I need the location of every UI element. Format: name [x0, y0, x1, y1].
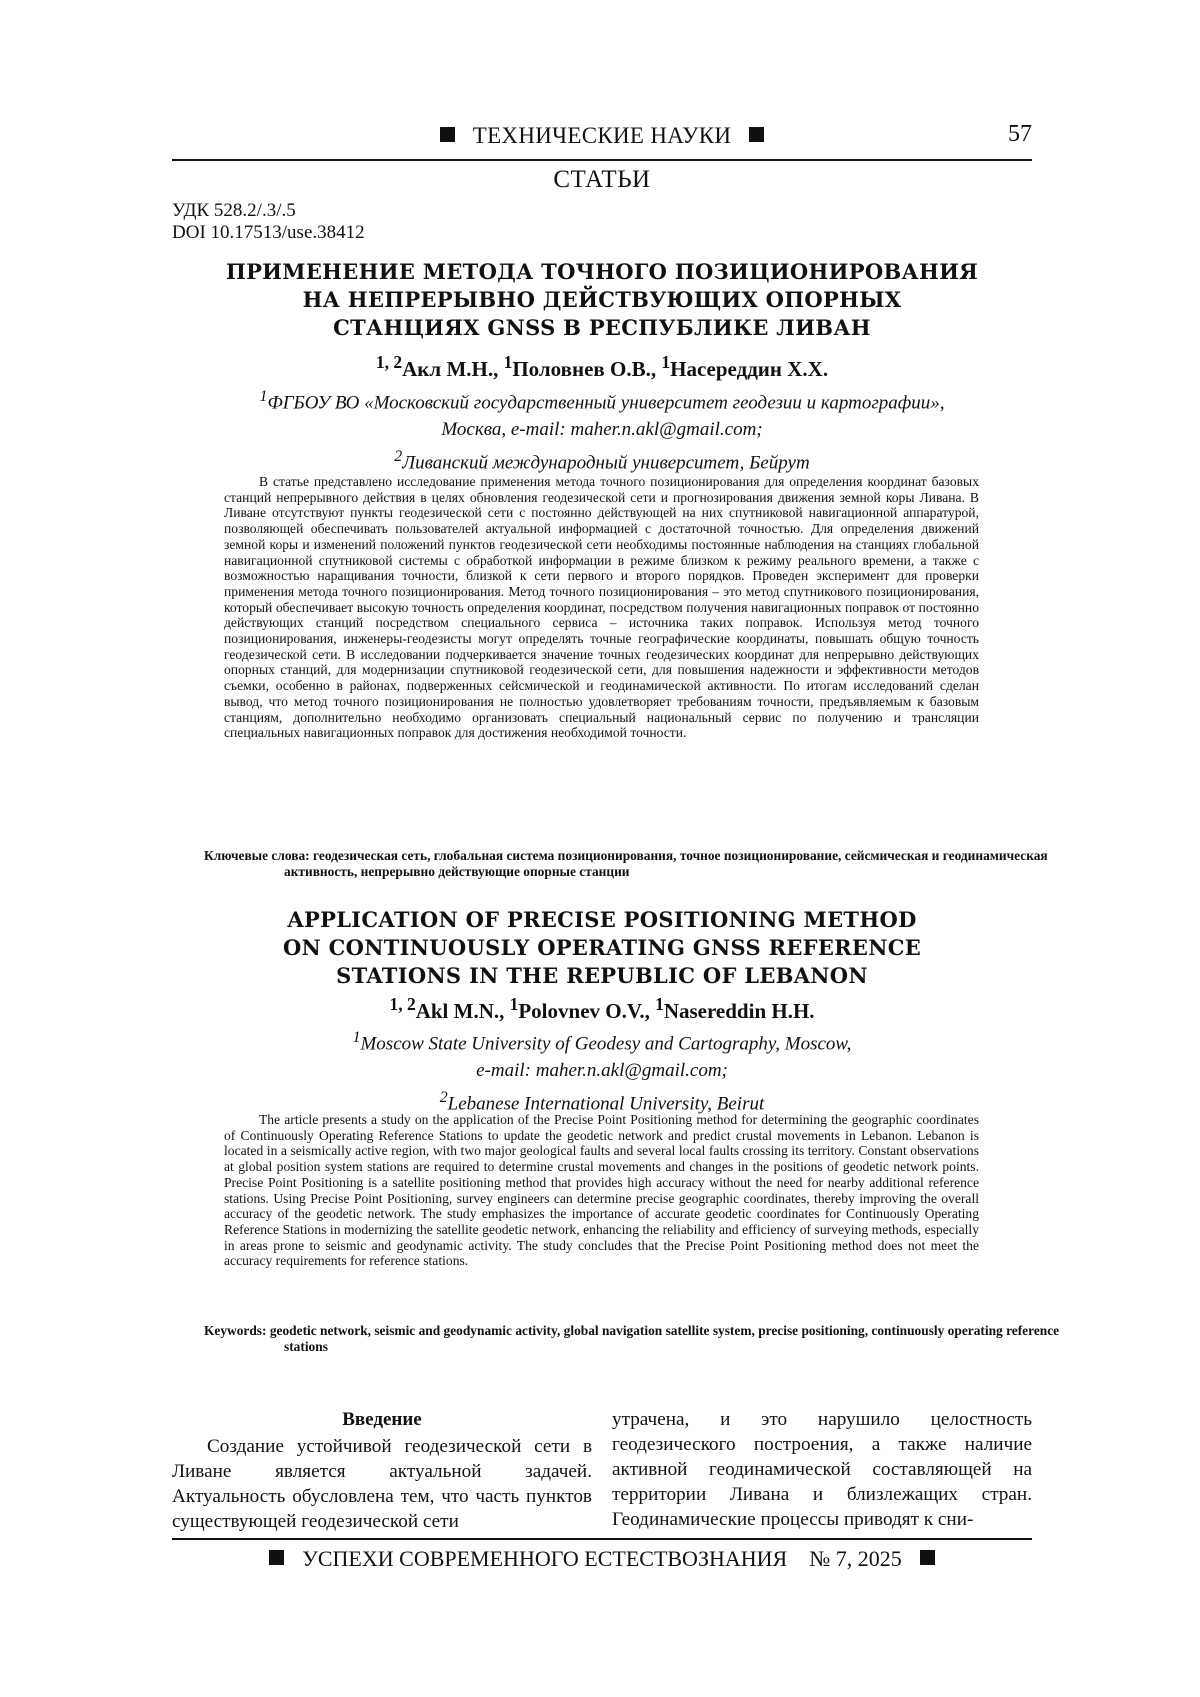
author-sup: 1, 2 [376, 352, 402, 372]
running-footer [172, 1538, 1032, 1572]
ru-keywords [204, 848, 1094, 880]
author-name: Половнев О.В., [512, 357, 656, 381]
running-header [172, 119, 1032, 161]
en-title-line: APPLICATION OF PRECISE POSITIONING METHOD [172, 906, 1032, 934]
black-square-icon [920, 1550, 935, 1565]
author-sup: 1 [655, 994, 664, 1014]
black-square-icon [749, 127, 764, 142]
journal-page [0, 0, 1200, 1697]
keywords-label: Ключевые слова: [204, 848, 310, 863]
affil-sup: 1 [260, 388, 268, 405]
affil-line: Moscow State University of Geodesy and Cartography, Moscow, [360, 1033, 851, 1054]
footer-journal: УСПЕХИ СОВРЕМЕННОГО ЕСТЕСТВОЗНАНИЯ [302, 1546, 787, 1571]
ru-title-line: ПРИМЕНЕНИЕ МЕТОДА ТОЧНОГО ПОЗИЦИОНИРОВАНИЯ [172, 258, 1032, 286]
author-sup: 1 [510, 994, 519, 1014]
intro-text-right: утрачена, и это нарушило целостность геодезического построения, а также наличие активной геодинамической составляющей на территории Ливана и близлежащих стран. Геодинамические процессы приводят к сни- [612, 1407, 1032, 1532]
author-name: Nasereddin H.H. [664, 999, 815, 1023]
doi: DOI 10.17513/use.38412 [172, 222, 365, 244]
affil-line: Lebanese International University, Beirut [448, 1094, 765, 1115]
affil-line: ФГБОУ ВО «Московский государственный университет геодезии и картографии», [267, 392, 944, 413]
en-authors [172, 994, 1032, 1024]
en-title [172, 906, 1032, 990]
ru-abstract: В статье представлено исследование применения метода точного позиционирования для определения координат базовых станций непрерывного действия в целях обновления геодезической сети и прогнозирования движения земной коры Ливана. В Ливане отсутствуют пункты геодезической сети с постоянно действующей на них спутниковой навигационной аппаратурой, позволяющей обеспечивать пользователей актуальной информацией с достаточной точностью. Для определения движений земной коры и изменений положений пунктов геодезической сети необходимы постоянные наблюдения на станциях глобальной навигационной спутниковой системы с обработкой информации в режиме близком к режиму реального времени, а также с возможностью наращивания точности, близкой к сети первого и второго порядков. Проведен эксперимент для проверки применения метода точного позиционирования. Метод точного позиционирования – это метод спутникового позиционирования, который обеспечивает высокую точность определения координат, посредством получения навигационных поправок от постоянно действующих станций посредством специального сервиса – источника таких поправок. Используя метод точного позиционирования, инженеры-геодезисты могут определять точные географические координаты, повышать общую точность геодезической сети. В исследовании подчеркивается значение точных геодезических координат для непрерывно действующих опорных станций, для модернизации спутниковой геодезической сети, для повышения надежности и эффективности методов съемки, особенно в районах, подверженных сейсмической и геодинамической активности. По итогам исследований сделан вывод, что метод точного позиционирования не полностью удовлетворяет требованиям точности, предъявляемым к базовым станциям, дополнительно необходимо организовать специальный национальный сервис по получению и трансляции специальных навигационных поправок для достижения необходимой точности. [224, 474, 979, 741]
black-square-icon [440, 127, 455, 142]
intro-text-left: Создание устойчивой геодезической сети в Ливане является актуальной задачей. Актуальность обусловлена тем, что часть пунктов существующей геодезической сети [172, 1434, 592, 1534]
en-abstract: The article presents a study on the application of the Precise Point Positioning method for determining the geographic coordinates of Continuously Operating Reference Stations to update the geodetic network and predict crustal movements in Lebanon. Lebanon is located in a seismically active region, with two major geological faults and several local faults crossing its territory. Constant observations at global position system stations are required to determine crustal movements and changes in the positions of geodetic network points. Precise Point Positioning is a satellite positioning method that provides high accuracy without the need for nearby additional reference stations. Using Precise Point Positioning, survey engineers can determine precise geographic coordinates, thereby improving the overall accuracy of the geodetic network. The study emphasizes the importance of accurate geodetic coordinates for Continuously Operating Reference Stations in modernizing the satellite geodetic network, enhancing the reliability and efficiency of surveying methods, especially in areas prone to seismic and geodynamic activity. The study concludes that the Precise Point Positioning method does not meet the accuracy requirements for reference stations. [224, 1112, 979, 1269]
page-number: 57 [1008, 121, 1032, 148]
udk-code: УДК 528.2/.3/.5 [172, 200, 365, 222]
author-name: Polovnev O.V., [518, 999, 649, 1023]
journal-section: ТЕХНИЧЕСКИЕ НАУКИ [473, 123, 732, 148]
author-sup: 1 [504, 352, 513, 372]
author-name: Насереддин Х.Х. [670, 357, 828, 381]
affil-sup: 2 [394, 448, 402, 465]
keywords-text: geodetic network, seismic and geodynamic activity, global navigation satellite system, precise positioning, continuously operating reference stations [270, 1323, 1059, 1354]
ru-title [172, 258, 1032, 342]
ru-affiliations [172, 383, 1032, 477]
ru-title-line: СТАНЦИЯХ GNSS В РЕСПУБЛИКЕ ЛИВАН [172, 314, 1032, 342]
black-square-icon [269, 1550, 284, 1565]
en-title-line: ON CONTINUOUSLY OPERATING GNSS REFERENCE [172, 934, 1032, 962]
affil-sup: 2 [440, 1089, 448, 1106]
author-name: Акл М.Н., [402, 357, 498, 381]
keywords-text: геодезическая сеть, глобальная система позиционирования, точное позиционирование, сейсмическая и геодинамическая активность, непрерывно действующие опорные станции [284, 848, 1048, 879]
section-label: СТАТЬИ [172, 166, 1032, 194]
intro-right-column [612, 1407, 1032, 1532]
running-header-title [172, 123, 1032, 149]
intro-heading: Введение [172, 1407, 592, 1432]
en-keywords [204, 1323, 1094, 1355]
author-sup: 1 [661, 352, 670, 372]
affil-line: e-mail: maher.n.akl@gmail.com; [172, 1057, 1032, 1084]
author-sup: 1, 2 [389, 994, 415, 1014]
en-title-line: STATIONS IN THE REPUBLIC OF LEBANON [172, 962, 1032, 990]
footer-issue: № 7, 2025 [809, 1546, 902, 1571]
affil-line: Ливанский международный университет, Бейрут [402, 453, 809, 474]
intro-left-column [172, 1407, 592, 1534]
author-name: Akl M.N., [416, 999, 505, 1023]
affil-sup: 1 [353, 1029, 361, 1046]
ru-authors [172, 352, 1032, 382]
keywords-label: Keywords: [204, 1323, 266, 1338]
affil-line: Москва, e-mail: maher.n.akl@gmail.com; [172, 416, 1032, 443]
ru-title-line: НА НЕПРЕРЫВНО ДЕЙСТВУЮЩИХ ОПОРНЫХ [172, 286, 1032, 314]
article-meta [172, 200, 365, 244]
en-affiliations [172, 1024, 1032, 1118]
